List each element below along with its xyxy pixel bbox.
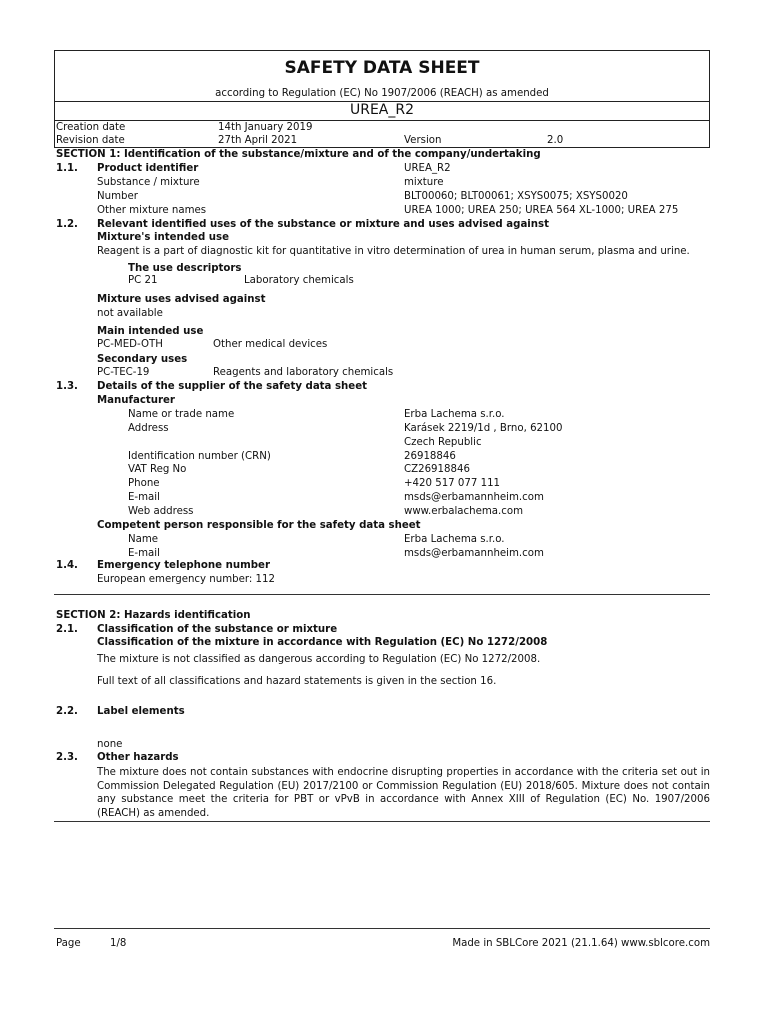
page-number: 1/8 bbox=[110, 938, 127, 949]
supplier-label: Name or trade name bbox=[128, 409, 235, 420]
section-number: 2.3. bbox=[56, 752, 78, 763]
version-label: Version bbox=[404, 135, 442, 146]
number-label: Number bbox=[97, 191, 138, 202]
label-elements-text: none bbox=[97, 739, 123, 750]
emergency-phone-text: European emergency number: 112 bbox=[97, 574, 275, 585]
secondary-use-code: PC-TEC-19 bbox=[97, 367, 150, 378]
pc-text: Laboratory chemicals bbox=[244, 275, 354, 286]
other-names-value: UREA 1000; UREA 250; UREA 564 XL-1000; UREA 275 bbox=[404, 205, 679, 216]
section-number: 2.1. bbox=[56, 624, 78, 635]
supplier-value: Czech Republic bbox=[404, 437, 482, 448]
product-identifier-heading: Product identifier bbox=[97, 163, 199, 174]
supplier-label: Identification number (CRN) bbox=[128, 451, 271, 462]
regulation-subtitle: according to Regulation (EC) No 1907/2006 (REACH) as amended bbox=[215, 88, 549, 99]
made-in-credit: Made in SBLCore 2021 (21.1.64) www.sblcore.com bbox=[452, 938, 710, 949]
number-value: BLT00060; BLT00061; XSYS0075; XSYS0020 bbox=[404, 191, 628, 202]
page-label: Page bbox=[56, 938, 81, 949]
classification-text: The mixture is not classified as dangerous according to Regulation (EC) No 1272/2008. bbox=[97, 654, 541, 665]
creation-date-value: 14th January 2019 bbox=[218, 122, 313, 133]
supplier-value: CZ26918846 bbox=[404, 464, 470, 475]
supplier-details-heading: Details of the supplier of the safety data sheet bbox=[97, 381, 367, 392]
competent-email-link[interactable]: msds@erbamannheim.com bbox=[404, 548, 544, 559]
supplier-email-link[interactable]: msds@erbamannheim.com bbox=[404, 492, 544, 503]
product-identifier-value: UREA_R2 bbox=[404, 163, 451, 174]
supplier-label: E-mail bbox=[128, 492, 160, 503]
main-use-heading: Main intended use bbox=[97, 326, 204, 337]
emergency-phone-heading: Emergency telephone number bbox=[97, 560, 270, 571]
intended-use-text: Reagent is a part of diagnostic kit for quantitative in vitro determination of urea in human serum, plasma and urine. bbox=[97, 246, 690, 257]
main-use-code: PC-MED-OTH bbox=[97, 339, 163, 350]
classification-heading: Classification of the substance or mixture bbox=[97, 624, 338, 635]
section-number: 1.1. bbox=[56, 163, 78, 174]
substance-mixture-value: mixture bbox=[404, 177, 444, 188]
other-hazards-heading: Other hazards bbox=[97, 752, 179, 763]
footer-separator bbox=[54, 928, 710, 929]
relevant-uses-heading: Relevant identified uses of the substance or mixture and uses advised against bbox=[97, 219, 549, 230]
competent-person-heading: Competent person responsible for the safety data sheet bbox=[97, 520, 421, 531]
header-divider bbox=[54, 120, 710, 121]
supplier-value: +420 517 077 111 bbox=[404, 478, 501, 489]
other-hazards-text: The mixture does not contain substances with endocrine disrupting properties in accordance with the criteria set out in Commission Delegated Regulation (EU) 2017/2100 or Commission Regulation (EU) 2018/605. Mixture does not contain any substance meet the criteria for PBT or vPvB in accordance with Annex XIII of Regulation (EC) No. 1907/2006 (REACH) as amended. bbox=[97, 767, 710, 820]
pc-code: PC 21 bbox=[128, 275, 158, 286]
other-names-label: Other mixture names bbox=[97, 205, 207, 216]
section-separator bbox=[54, 821, 710, 822]
secondary-uses-heading: Secondary uses bbox=[97, 354, 188, 365]
supplier-value: 26918846 bbox=[404, 451, 456, 462]
competent-label: Name bbox=[128, 534, 159, 545]
main-use-text: Other medical devices bbox=[213, 339, 328, 350]
supplier-label: Address bbox=[128, 423, 169, 434]
manufacturer-heading: Manufacturer bbox=[97, 395, 175, 406]
supplier-web-link[interactable]: www.erbalachema.com bbox=[404, 506, 524, 517]
competent-value: Erba Lachema s.r.o. bbox=[404, 534, 505, 545]
section-separator bbox=[54, 594, 710, 595]
creation-date-label: Creation date bbox=[56, 122, 126, 133]
section-number: 1.4. bbox=[56, 560, 78, 571]
section-number: 2.2. bbox=[56, 706, 78, 717]
intended-use-heading: Mixture's intended use bbox=[97, 232, 230, 243]
document-title: SAFETY DATA SHEET bbox=[284, 58, 480, 78]
advised-against-heading: Mixture uses advised against bbox=[97, 294, 266, 305]
classification-subheading: Classification of the mixture in accordance with Regulation (EC) No 1272/2008 bbox=[97, 637, 548, 648]
product-name-heading: UREA_R2 bbox=[349, 102, 415, 118]
supplier-value: Karásek 2219/1d , Brno, 62100 bbox=[404, 423, 563, 434]
section-number: 1.2. bbox=[56, 219, 78, 230]
use-descriptors-heading: The use descriptors bbox=[128, 263, 242, 274]
table-border bbox=[54, 120, 55, 148]
supplier-label: Web address bbox=[128, 506, 194, 517]
section-1-title: SECTION 1: Identification of the substance/mixture and of the company/undertaking bbox=[56, 149, 541, 160]
supplier-value: Erba Lachema s.r.o. bbox=[404, 409, 505, 420]
section-number: 1.3. bbox=[56, 381, 78, 392]
revision-date-label: Revision date bbox=[56, 135, 125, 146]
competent-label: E-mail bbox=[128, 548, 160, 559]
secondary-use-text: Reagents and laboratory chemicals bbox=[213, 367, 394, 378]
revision-date-value: 27th April 2021 bbox=[218, 135, 298, 146]
label-elements-heading: Label elements bbox=[97, 706, 185, 717]
supplier-label: Phone bbox=[128, 478, 160, 489]
section-2-title: SECTION 2: Hazards identification bbox=[56, 610, 251, 621]
substance-mixture-label: Substance / mixture bbox=[97, 177, 200, 188]
classification-fulltext-note: Full text of all classifications and hazard statements is given in the section 16. bbox=[97, 676, 497, 687]
supplier-label: VAT Reg No bbox=[128, 464, 187, 475]
version-value: 2.0 bbox=[547, 135, 564, 146]
advised-against-text: not available bbox=[97, 308, 163, 319]
